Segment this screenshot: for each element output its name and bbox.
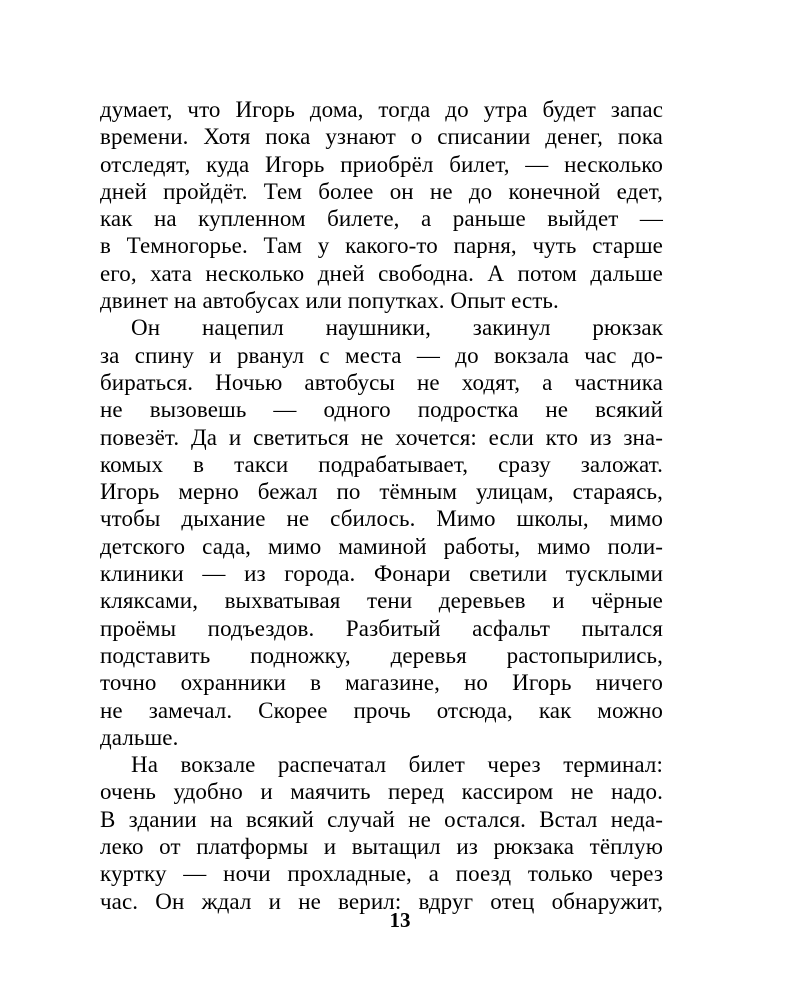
text-line: подставить подножку, деревья растопырились, xyxy=(100,642,663,668)
text-line: клиники — из города. Фонари светили тусклыми xyxy=(100,561,663,587)
text-line: Игорь мерно бежал по тёмным улицам, стараясь, xyxy=(100,479,663,505)
text-line: куртку — ночи прохладные, а поезд только через xyxy=(100,861,663,887)
page-number: 13 xyxy=(389,908,411,932)
text-line: времени. Хотя пока узнают о списании денег, пока xyxy=(100,124,663,150)
text-line: думает, что Игорь дома, тогда до утра будет запас xyxy=(100,97,663,122)
text-line: чтобы дыхание не сбилось. Мимо школы, мимо xyxy=(100,506,663,532)
text-line: в Темногорье. Там у какого-то парня, чуть старше xyxy=(100,233,663,259)
text-line: дней пройдёт. Тем более он не до конечной едет, xyxy=(100,178,663,204)
text-line: точно охранники в магазине, но Игорь ничего xyxy=(100,670,663,696)
text-line: как на купленном билете, а раньше выйдет — xyxy=(100,206,663,232)
text-line: На вокзале распечатал билет через терминал: xyxy=(131,752,663,778)
text-line: дальше. xyxy=(100,724,179,750)
text-line: его, хата несколько дней свободна. А потом дальше xyxy=(100,260,663,286)
text-line: двинет на автобусах или попутках. Опыт есть. xyxy=(100,288,559,314)
text-line: бираться. Ночью автобусы не ходят, а частника xyxy=(100,369,663,395)
text-line: не вызовешь — одного подростка не всякий xyxy=(100,397,663,423)
text-line: Он нацепил наушники, закинул рюкзак xyxy=(131,315,663,341)
text-line: детского сада, мимо маминой работы, мимо поли- xyxy=(100,533,663,559)
text-line: час. Он ждал и не верил: вдруг отец обнаружит, xyxy=(100,888,663,914)
text-line: кляксами, выхватывая тени деревьев и чёрные xyxy=(100,588,663,614)
text-line: комых в такси подрабатывает, сразу заложат. xyxy=(100,451,663,477)
text-line: не замечал. Скорее прочь отсюда, как можно xyxy=(100,697,663,723)
text-line: за спину и рванул с места — до вокзала час до- xyxy=(100,342,663,368)
text-line: повезёт. Да и светиться не хочется: если кто из зна- xyxy=(100,424,663,450)
text-line: отследят, куда Игорь приобрёл билет, — несколько xyxy=(100,151,663,177)
body-text xyxy=(100,96,663,915)
text-line: очень удобно и маячить перед кассиром не надо. xyxy=(100,779,663,805)
text-line: В здании на всякий случай не остался. Встал неда- xyxy=(100,806,663,832)
text-line: леко от платформы и вытащил из рюкзака тёплую xyxy=(100,834,663,860)
text-line: проёмы подъездов. Разбитый асфальт пытался xyxy=(100,615,663,641)
